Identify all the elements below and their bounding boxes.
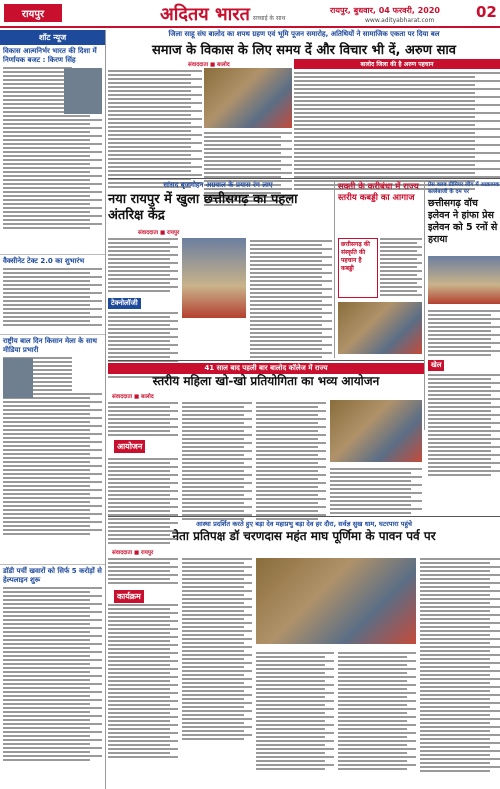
fifth-story-body-2: [182, 400, 252, 522]
sixth-story-body-1: [108, 556, 178, 760]
newspaper-logo: [160, 2, 285, 26]
third-story-headline: सक्ती के करीबंधा में राज्य स्तरीय कबड्डी का आगाज: [338, 182, 419, 203]
logo-tagline: सच्चाई के साथ: [252, 15, 286, 22]
sixth-story-headline: नेता प्रतिपक्ष डॉ चरणदास महंत माघ पूर्णिमा के पावन पर्व पर: [172, 529, 436, 543]
brief-headline: वैक्सीनेट टेक्‍ट 2.0 का शुभारंभ: [3, 257, 85, 265]
brief-item: [0, 45, 105, 255]
sixth-story-body-5: [420, 556, 500, 774]
kho-kho-photo: [330, 400, 422, 462]
brief-item: [0, 255, 105, 335]
program-label: कार्यक्रम: [114, 590, 144, 603]
brief-headline: डॉडी पर्ची खवारों को सिर्फ 5 करोड़ों से हेल्पलाइन शुरू: [3, 567, 102, 584]
left-column: [0, 30, 106, 789]
third-story-body: [380, 236, 422, 298]
fifth-story-body-3: [256, 400, 326, 522]
second-story-body-left: [108, 236, 178, 380]
cricket-photo: [428, 256, 500, 304]
space-centre-photo: [182, 238, 246, 318]
top-story-byline: संवाददाता ■ बालोद: [188, 62, 230, 68]
sports-label: खेल: [428, 360, 444, 371]
brief-photo: [3, 358, 33, 398]
fifth-story-kicker: 41 साल बाद पहली बार बालोद कॉलेज में राज्य: [108, 363, 424, 374]
brief-headline: विकास आत्मनिर्भर भारत की दिशा में निर्णायक बजट : किरण सिंह: [3, 47, 97, 64]
kabaddi-photo: [338, 302, 422, 354]
brief-photo: [64, 68, 102, 114]
page-number: 02: [476, 3, 497, 21]
column-divider: [424, 180, 425, 430]
second-story-headline: नया रायपुर में खुला छत्तीसगढ़ का पहला अंतरिक्ष केंद्र: [108, 192, 298, 223]
fourth-story-kicker: प्रेस क्लब प्रीमियर लीग में आक्रामक बल्लेबाजी के दम पर: [428, 182, 500, 195]
technology-label: टेक्नोलॉजी: [108, 298, 141, 309]
third-story-pullquote: [338, 238, 378, 298]
top-story-headline: समाज के विकास के लिए समय दें और विचार भी दें, अरुण साव: [152, 43, 456, 58]
edition-tag: रायपुर: [4, 4, 62, 22]
fourth-story-headline: छत्तीसगढ़ वॉच इलेवन ने हांफा प्रेस इलेवन को 5 रनों से हराया: [428, 198, 498, 245]
top-story-subtag: बालोद जिला की है अरुण पहचान: [294, 59, 500, 69]
brief-body: [3, 587, 102, 761]
pullquote-text: छत्तीसगढ़ की संस्कृति की पहचान है कबड्डी: [341, 241, 370, 272]
website: www.adityabharat.com: [365, 17, 435, 24]
masthead: [0, 0, 500, 28]
sixth-story-body-2: [182, 556, 252, 742]
sixth-story-body-4: [338, 650, 416, 772]
brief-body: [3, 268, 102, 326]
fourth-story-body-cont: [428, 372, 500, 478]
brief-item: [0, 565, 105, 785]
top-story-photo: [204, 68, 292, 128]
event-label: आयोजन: [114, 440, 145, 453]
top-story-body-left: [108, 68, 202, 190]
fifth-story-body-4: [330, 466, 422, 516]
main-area: [108, 30, 500, 789]
temple-event-photo: [256, 558, 416, 644]
second-story-body-right: [250, 238, 332, 360]
short-news-header: शॉट न्यूज: [0, 30, 105, 45]
second-story-kicker: सांसद बृजमोहन अग्रवाल के प्रयास रंग लाए: [163, 181, 273, 189]
second-story-byline: संवाददाता ■ रायपुर: [138, 230, 180, 236]
section-divider: [108, 360, 424, 361]
fifth-story-headline: स्तरीय महिला खो-खो प्रतियोगिता का भव्य आयोजन: [152, 374, 380, 388]
brief-headline: राष्ट्रीय बाल दिन किसान मेला के साथ मीडिया प्रभारी: [3, 337, 97, 354]
top-story-body-right: [294, 70, 500, 192]
sixth-story-byline: संवाददाता ■ रायपुर: [112, 550, 154, 556]
section-divider: [108, 516, 500, 517]
sixth-story-body-3: [256, 650, 334, 772]
dateline: रायपुर, बुधवार, 04 फरवरी, 2020: [330, 6, 440, 15]
fifth-story-byline: संवाददाता ■ बालोद: [112, 394, 154, 400]
sixth-story-kicker: आस्था प्रदर्शित करते हुए बड़ा देव महाप्रभु बड़ा देव हर दौरा, सर्वज्ञ सुख धाम, घटरपारा पहुंचे: [195, 520, 413, 528]
logo-text: अदितय भारत: [160, 4, 250, 25]
top-story-kicker: जिला साहू संघ बालोद का शपथ ग्रहण एवं भूमि पूजन समारोह, अतिथियों ने सामाजिक एकता पर दिया बल: [168, 30, 440, 38]
column-divider: [334, 180, 335, 358]
brief-item: [0, 335, 105, 565]
section-divider: [108, 178, 500, 179]
